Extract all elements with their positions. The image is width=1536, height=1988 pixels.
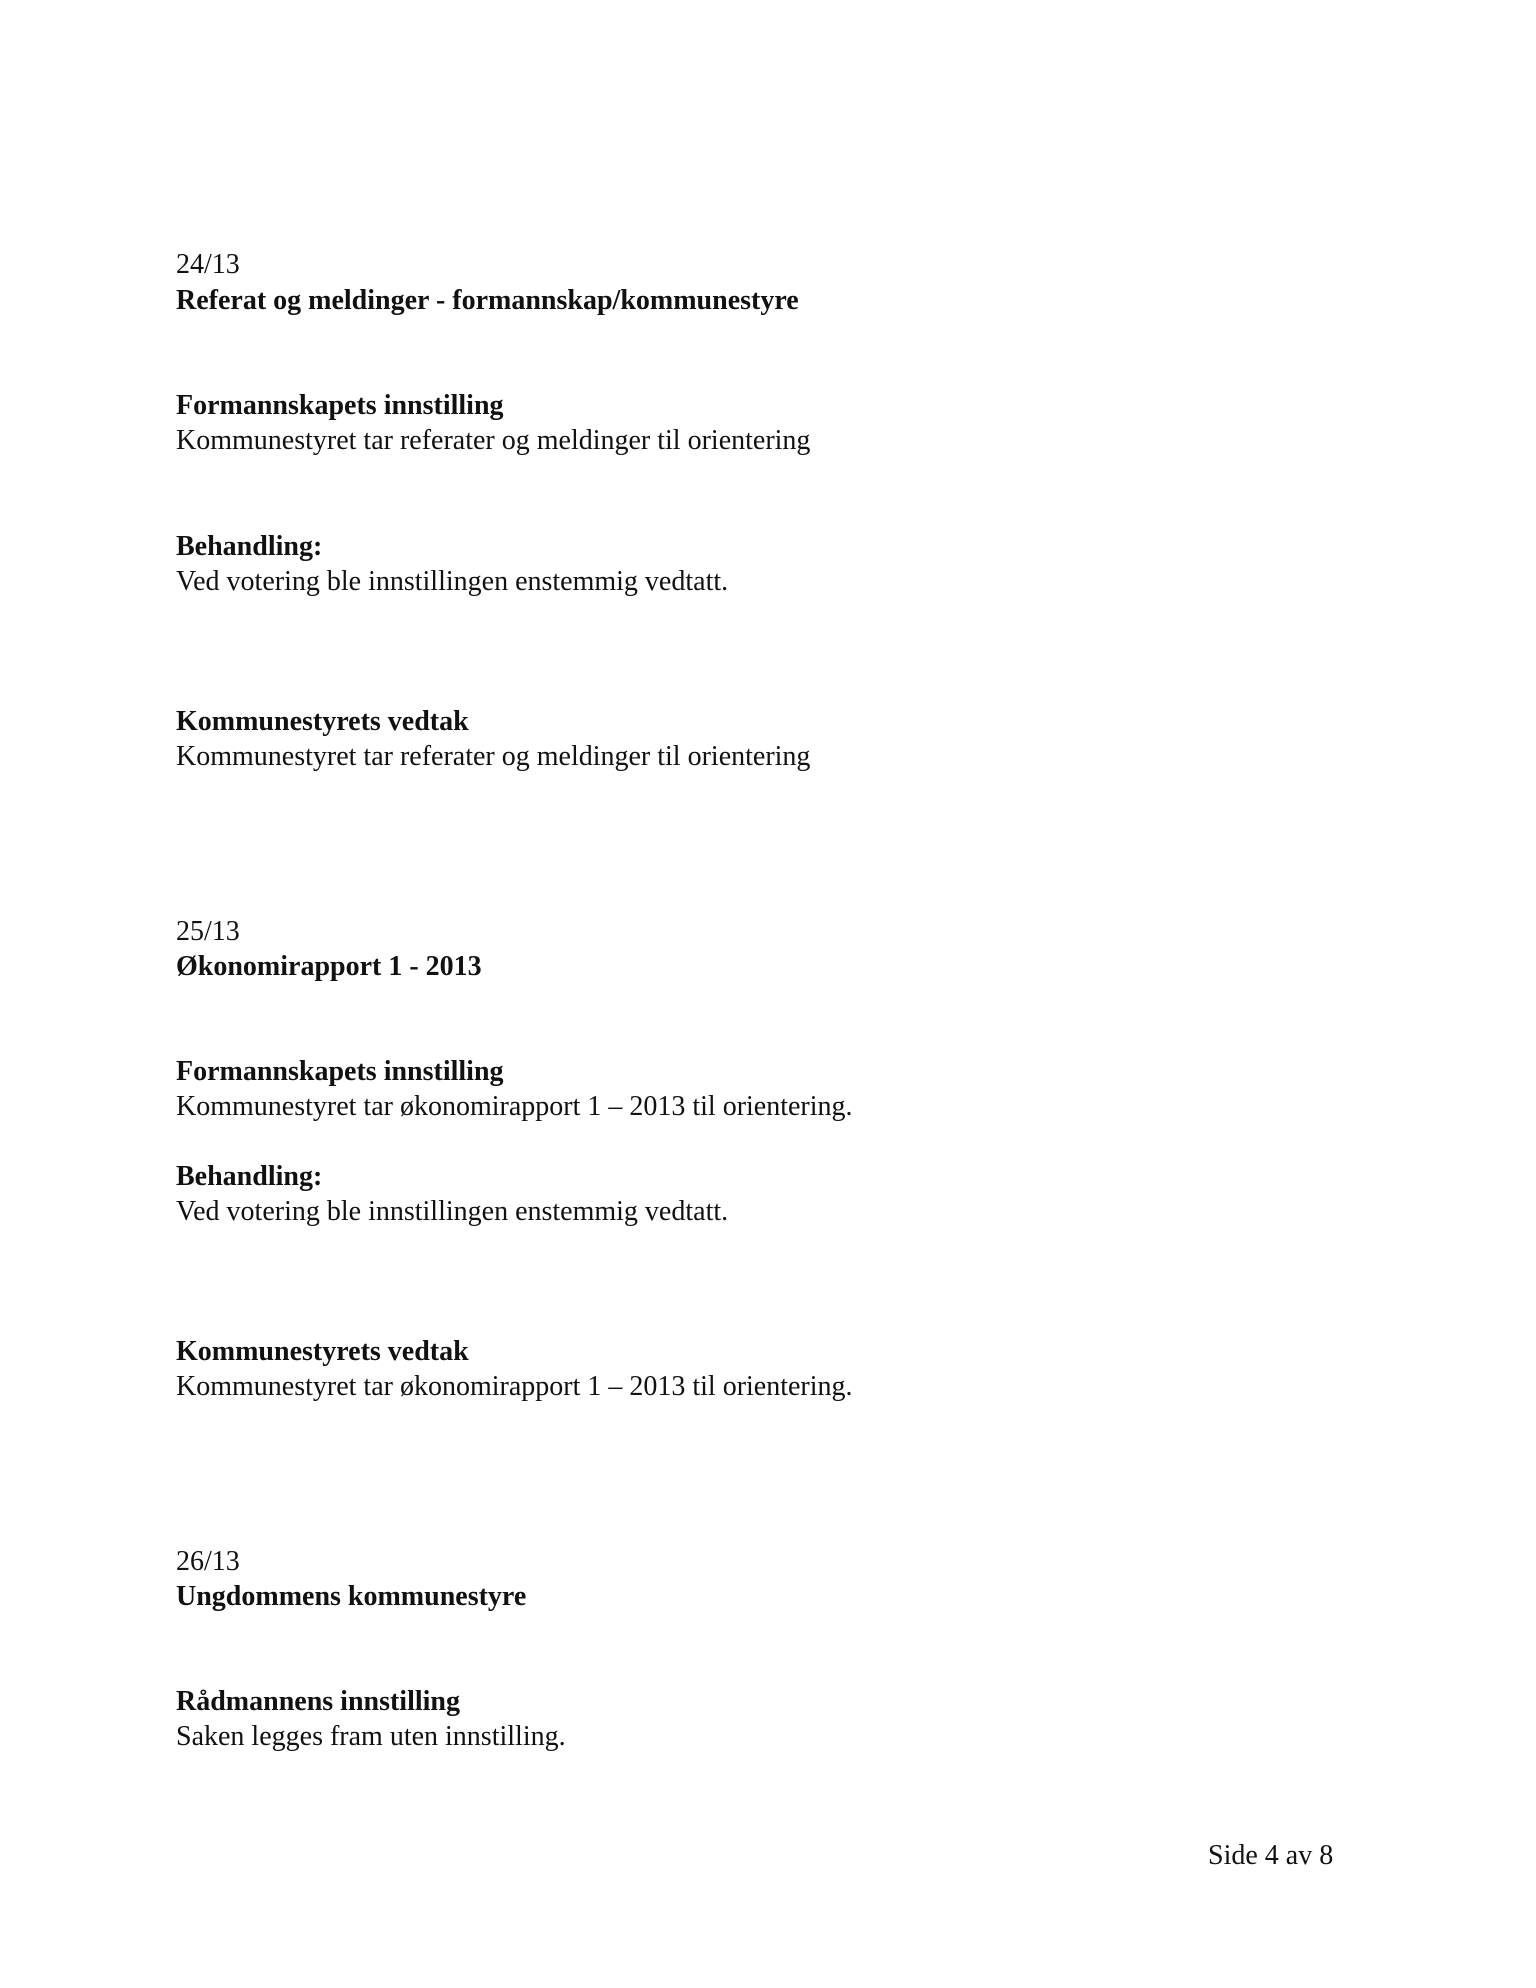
decision-heading: Kommunestyrets vedtak — [176, 1336, 469, 1367]
recommendation-text: Saken legges fram uten innstilling. — [176, 1721, 566, 1752]
case-number: 26/13 — [176, 1546, 240, 1577]
treatment-heading: Behandling: — [176, 1161, 323, 1192]
case-number: 24/13 — [176, 249, 240, 280]
decision-text: Kommunestyret tar økonomirapport 1 – 2013 til orientering. — [176, 1371, 853, 1402]
recommendation-heading: Rådmannens innstilling — [176, 1686, 460, 1717]
decision-text: Kommunestyret tar referater og meldinger til orientering — [176, 741, 811, 772]
treatment-text: Ved votering ble innstillingen enstemmig vedtatt. — [176, 1196, 729, 1227]
case-title: Økonomirapport 1 - 2013 — [176, 951, 482, 982]
page-number: Side 4 av 8 — [1208, 1840, 1334, 1871]
recommendation-text: Kommunestyret tar økonomirapport 1 – 2013 til orientering. — [176, 1091, 853, 1122]
recommendation-heading: Formannskapets innstilling — [176, 1056, 504, 1087]
recommendation-heading: Formannskapets innstilling — [176, 390, 504, 421]
case-title: Ungdommens kommunestyre — [176, 1581, 527, 1612]
decision-heading: Kommunestyrets vedtak — [176, 706, 469, 737]
case-number: 25/13 — [176, 916, 240, 947]
case-title: Referat og meldinger - formannskap/kommunestyre — [176, 285, 799, 316]
treatment-text: Ved votering ble innstillingen enstemmig vedtatt. — [176, 566, 729, 597]
recommendation-text: Kommunestyret tar referater og meldinger til orientering — [176, 425, 811, 456]
treatment-heading: Behandling: — [176, 531, 323, 562]
